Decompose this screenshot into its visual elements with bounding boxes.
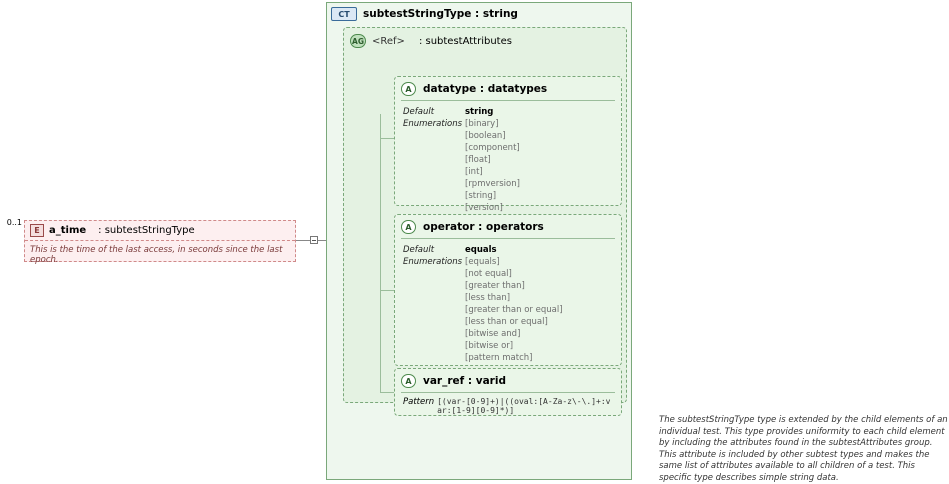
pattern-value: [(var-[0-9]+)|((oval:[A-Za-z\-\.]+:var:[1-9][0-9]*)] bbox=[437, 397, 611, 415]
attribute-badge-icon: A bbox=[401, 374, 416, 388]
facet-values bbox=[465, 106, 520, 214]
element-name: a_time bbox=[49, 225, 87, 236]
facet-labels bbox=[403, 244, 465, 364]
element-a-time[interactable] bbox=[24, 220, 296, 266]
enum-item: [less than or equal] bbox=[465, 317, 548, 327]
facet-label-enumerations: Enumerations bbox=[403, 119, 463, 129]
attribute-datatype-facets bbox=[395, 101, 621, 220]
complex-type-documentation: The subtestStringType type is extended by the child elements of an individual test. This type provides uniformity to each child element by including the attributes found in the subtestAttributes group. This attribute is included by other subtest types and makes the same list of attributes available to all children of a test. This specific type describes simple string data. bbox=[659, 415, 948, 483]
attribute-badge-icon: A bbox=[401, 220, 416, 234]
enum-item: [rpmversion] bbox=[465, 179, 520, 189]
facet-values bbox=[465, 244, 563, 364]
attribute-operator[interactable] bbox=[394, 214, 622, 366]
facet-label-enumerations: Enumerations bbox=[403, 257, 463, 267]
attribute-operator-title: operator : operators bbox=[423, 221, 544, 233]
tree-branch-varref bbox=[380, 392, 394, 393]
enum-item: [string] bbox=[465, 191, 497, 201]
enum-item: [not equal] bbox=[465, 269, 512, 279]
enum-item: [boolean] bbox=[465, 131, 506, 141]
attribute-datatype[interactable] bbox=[394, 76, 622, 213]
attribute-var-ref[interactable] bbox=[394, 368, 622, 416]
element-documentation: This is the time of the last access, in seconds since the last epoch. bbox=[30, 245, 283, 266]
facet-default-value: equals bbox=[465, 245, 497, 255]
element-badge-icon: E bbox=[30, 224, 44, 237]
attribute-group-box[interactable] bbox=[343, 27, 627, 415]
tree-spine bbox=[380, 114, 381, 392]
occurrence-indicator: 0..1 bbox=[6, 218, 22, 227]
attribute-datatype-header bbox=[395, 77, 621, 100]
enum-item: [greater than or equal] bbox=[465, 305, 563, 315]
enum-item: [greater than] bbox=[465, 281, 525, 291]
facet-label-default: Default bbox=[403, 107, 435, 117]
enum-item: [float] bbox=[465, 155, 491, 165]
tree-branch-datatype bbox=[380, 138, 394, 139]
enum-item: [bitwise and] bbox=[465, 329, 521, 339]
enum-item: [equals] bbox=[465, 257, 500, 267]
connector-line-left bbox=[296, 240, 310, 241]
tree-branch-operator bbox=[380, 290, 394, 291]
enum-item: [component] bbox=[465, 143, 520, 153]
enum-item: [int] bbox=[465, 167, 483, 177]
complex-type-panel bbox=[326, 2, 948, 483]
attribute-badge-icon: A bbox=[401, 82, 416, 96]
enum-item: [pattern match] bbox=[465, 353, 533, 363]
complex-type-header bbox=[331, 7, 518, 21]
enum-item: [version] bbox=[465, 203, 503, 213]
complex-type-title: subtestStringType : string bbox=[363, 8, 518, 20]
enum-item: [bitwise or] bbox=[465, 341, 514, 351]
enum-item: [binary] bbox=[465, 119, 499, 129]
attribute-group-header bbox=[350, 34, 512, 48]
expand-collapse-icon[interactable] bbox=[310, 236, 318, 244]
attribute-group-badge-icon: AG bbox=[350, 34, 366, 48]
attribute-group-ref: <Ref> bbox=[372, 35, 405, 47]
attribute-datatype-title: datatype : datatypes bbox=[423, 83, 548, 95]
element-type: : subtestStringType bbox=[98, 225, 195, 236]
pattern-label: Pattern bbox=[403, 397, 435, 407]
attribute-var-ref-pattern bbox=[395, 393, 621, 420]
complex-type-badge-icon: CT bbox=[331, 7, 357, 21]
enum-item: [less than] bbox=[465, 293, 511, 303]
attribute-operator-facets bbox=[395, 239, 621, 370]
facet-default-value: string bbox=[465, 107, 494, 117]
attribute-var-ref-title: var_ref : varid bbox=[423, 375, 506, 387]
facet-label-default: Default bbox=[403, 245, 435, 255]
attribute-var-ref-header bbox=[395, 369, 621, 392]
attribute-group-name: : subtestAttributes bbox=[418, 35, 512, 47]
facet-labels bbox=[403, 106, 465, 214]
element-header bbox=[25, 221, 295, 241]
attribute-operator-header bbox=[395, 215, 621, 238]
